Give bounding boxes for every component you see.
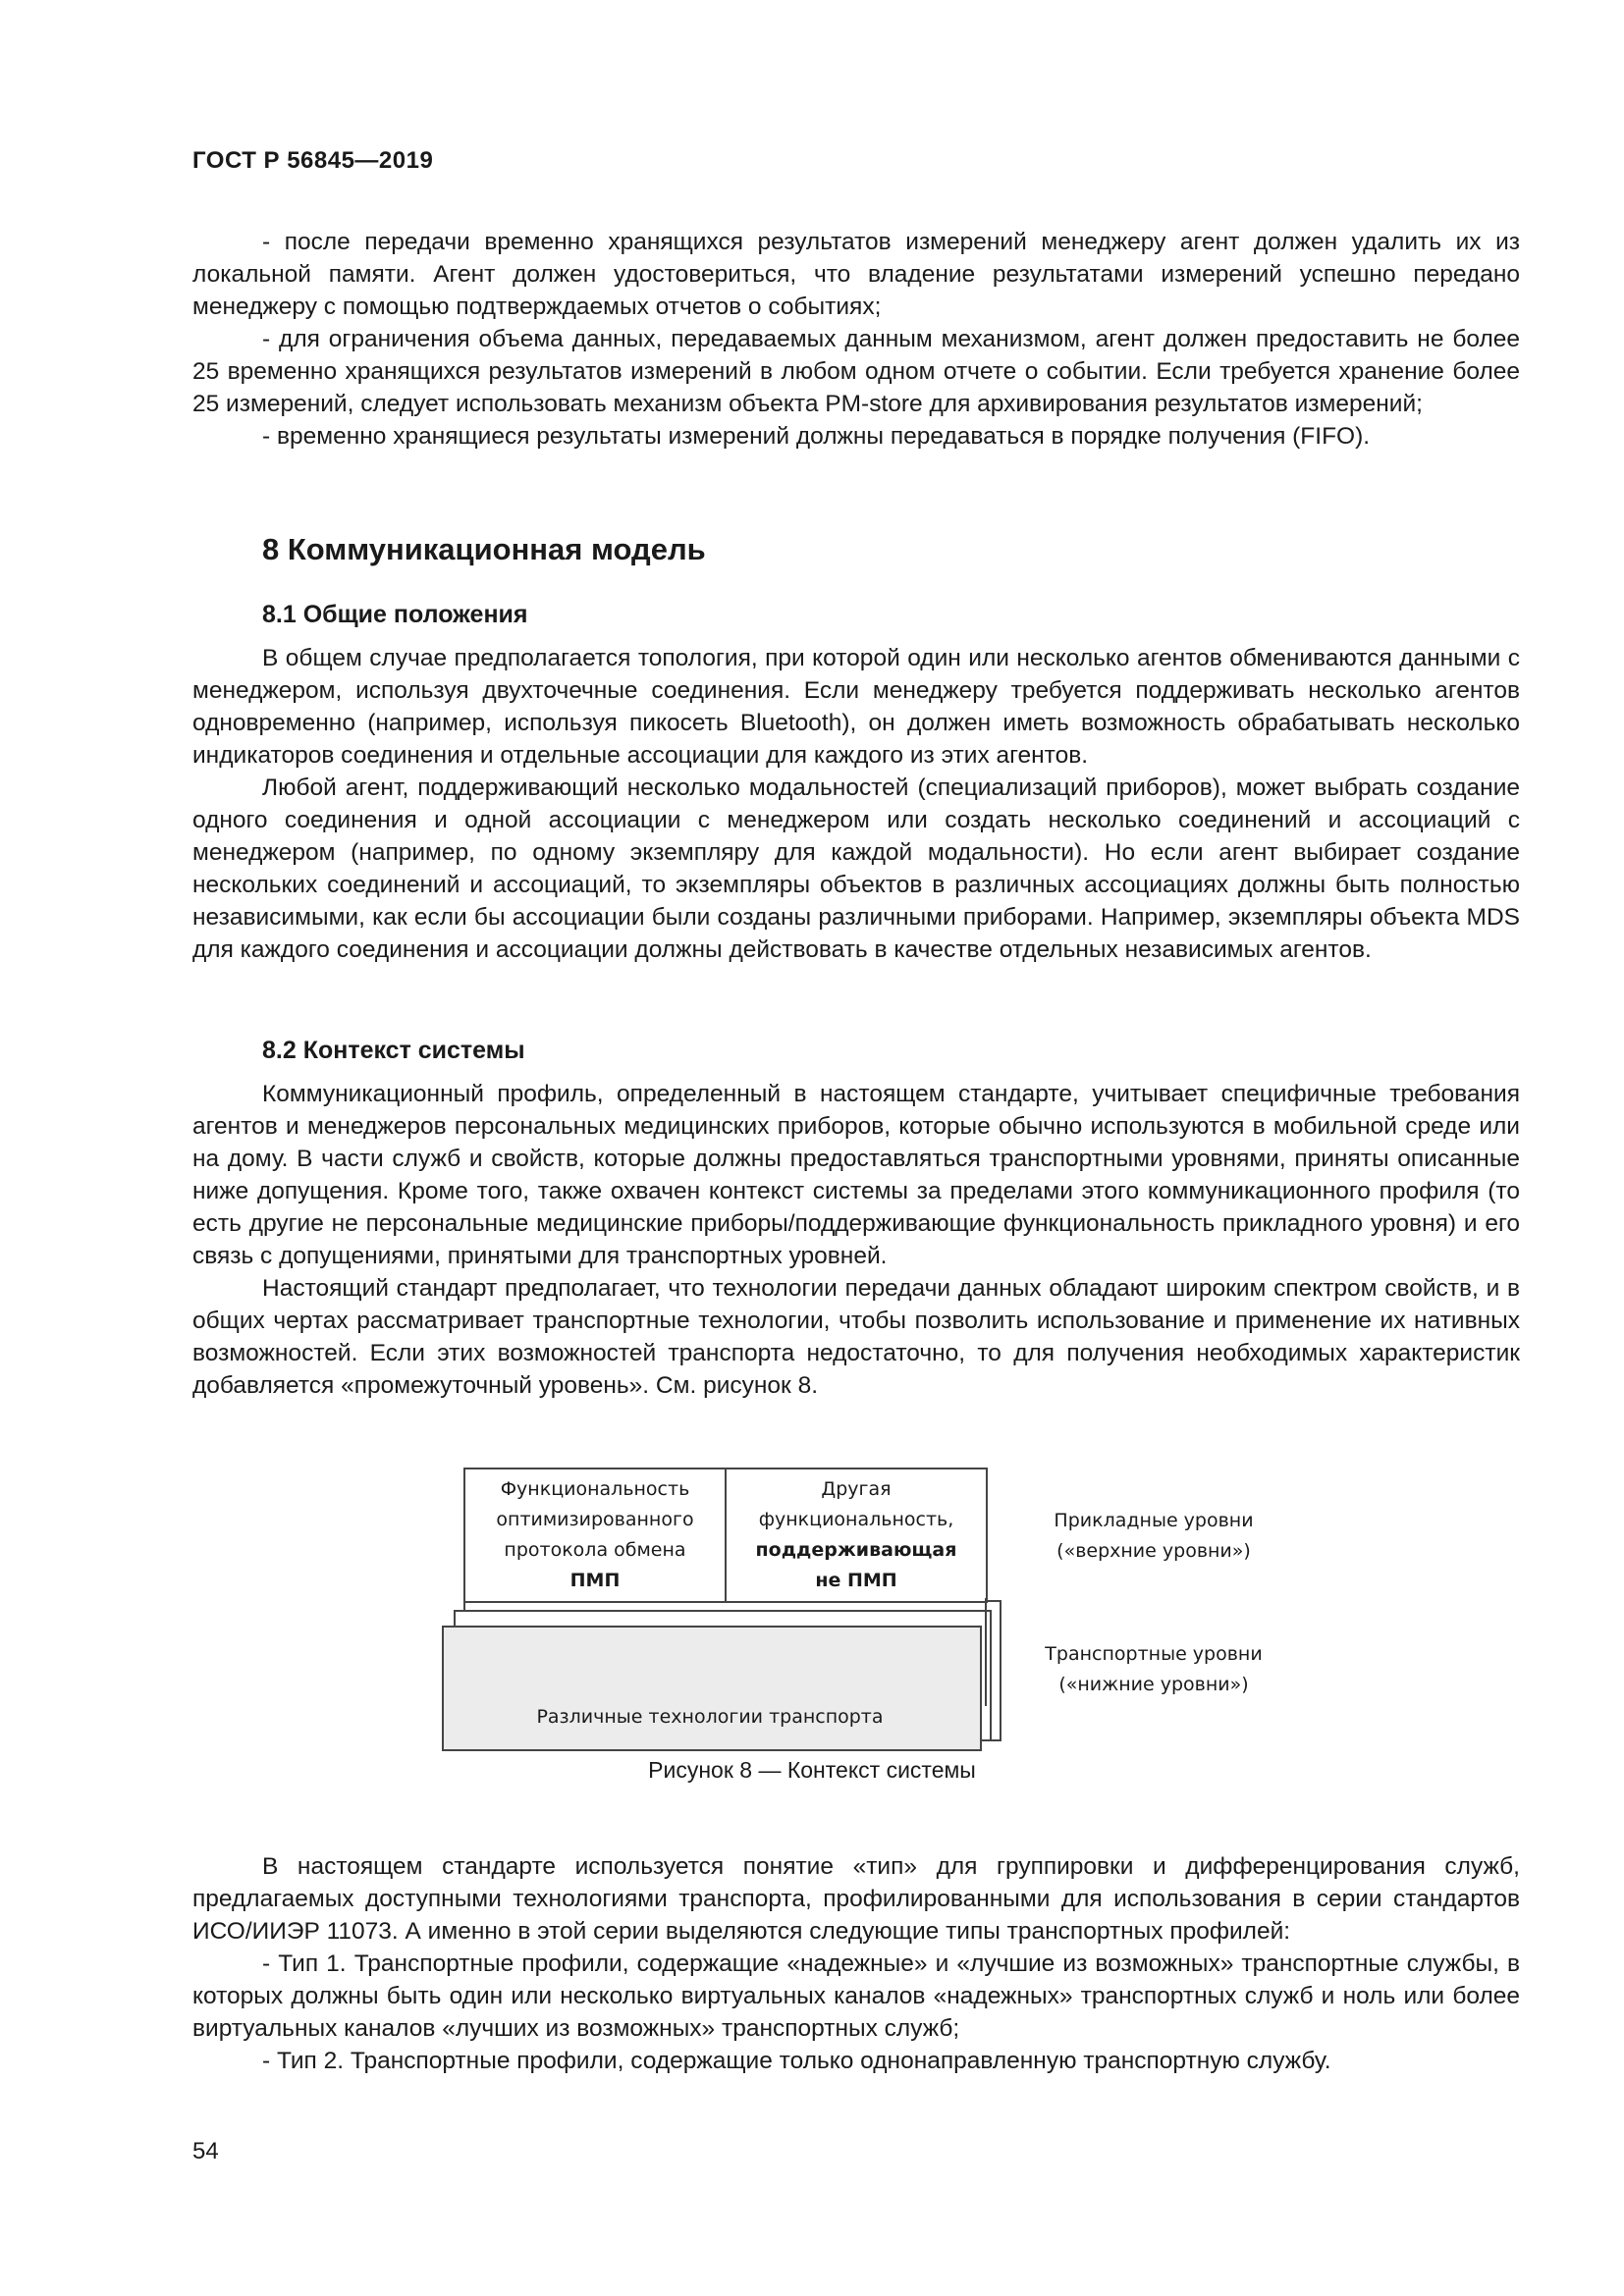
application-layers-label <box>1011 1506 1296 1567</box>
box-text: функциональность, <box>758 1509 954 1530</box>
box-text: протокола обмена <box>504 1539 686 1561</box>
paragraph: - Тип 2. Транспортные профили, содержащие только однонаправленную транспортную службу. <box>262 2048 1331 2074</box>
text-block-types <box>192 1850 1520 2077</box>
paragraph: - после передачи временно хранящихся результатов измерений менеджеру агент должен удалить их из локальной памяти. Агент должен удостовериться, что владение результатами измерений успешно передано менеджеру с помощью подтверждаемых отчетов о событиях; <box>192 229 1520 320</box>
paragraph: - для ограничения объема данных, передаваемых данным механизмом, агент должен предоставить не более 25 временно хранящихся результатов измерений в любом одном отчете о событии. Если требуется хранение более 25 измерений, следует использовать механизм объекта PM-store для архивирования результатов измерений; <box>192 326 1520 417</box>
transport-layer-box <box>442 1626 982 1751</box>
box-text: оптимизированного <box>496 1509 694 1530</box>
page-number: 54 <box>192 2138 219 2164</box>
text-block-8-1 <box>192 642 1520 966</box>
label-line: Транспортные уровни <box>1045 1643 1263 1665</box>
paragraph: - Тип 1. Транспортные профили, содержащие «надежные» и «лучшие из возможных» транспортные службы, в которых должны быть один или несколько виртуальных каналов «надежных» транспортных служб и ноль или более виртуальных каналов «лучших из возможных» транспортных служб; <box>192 1950 1520 2042</box>
transport-layers-bracket <box>985 1598 995 1706</box>
paragraph: Коммуникационный профиль, определенный в настоящем стандарте, учитывает специфичные требования агентов и менеджеров персональных медицинских приборов, которые обычно используются в мобильной среде или на дому. В части служб и свойств, которые должны предоставляться транспортными уровнями, приняты описанные ниже допущения. Кроме того, также охвачен контекст системы за пределами этого коммуникационного профиля (то есть другие не персональные медицинские приборы/поддерживающие функциональность прикладного уровня) и его связь с допущениями, принятыми для транспортных уровней. <box>192 1081 1520 1269</box>
non-phd-box <box>725 1468 988 1603</box>
text-block-8-2 <box>192 1078 1520 1402</box>
box-text: не ПМП <box>815 1570 897 1591</box>
paragraph: - временно хранящиеся результаты измерений должны передаваться в порядке получения (FIFO). <box>262 423 1371 450</box>
paragraph: В настоящем стандарте используется понятие «тип» для группировки и дифференцирования служб, предлагаемых доступными технологиями транспорта, профилированными для использования в серии стандартов ИСО/ИИЭР 11073. А именно в этой серии выделяются следующие типы транспортных профилей: <box>192 1853 1520 1945</box>
box-text: Функциональность <box>500 1478 690 1500</box>
text-block-intro <box>192 226 1520 453</box>
section-heading: 8 Коммуникационная модель <box>262 532 706 566</box>
paragraph: Настоящий стандарт предполагает, что технологии передачи данных обладают широким спектром свойств, и в общих чертах рассматривает транспортные технологии, чтобы позволить использование и применение их нативных возможностей. Если этих возможностей транспорта недостаточно, то для получения необходимых характеристик добавляется «промежуточный уровень». См. рисунок 8. <box>192 1275 1520 1399</box>
paragraph: Любой агент, поддерживающий несколько модальностей (специализаций приборов), может выбрать создание одного соединения и одной ассоциации с менеджером или создать несколько соединений и ассоциаций с менеджером (например, по одному экземпляру для каждой модальности). Но если агент выбирает создание нескольких соединений и ассоциаций, то экземпляры объектов в различных ассоциациях должны быть полностью независимыми, как если бы ассоциации были созданы различными приборами. Например, экземпляры объекта MDS для каждого соединения и ассоциации должны действовать в качестве отдельных независимых агентов. <box>192 774 1520 963</box>
subsection-heading: 8.1 Общие положения <box>262 601 528 628</box>
label-line: Прикладные уровни <box>1054 1510 1254 1531</box>
transport-layers-label <box>1011 1639 1296 1700</box>
box-text: поддерживающая <box>755 1539 957 1561</box>
subsection-heading: 8.2 Контекст системы <box>262 1037 525 1064</box>
label-line: («верхние уровни») <box>1056 1540 1251 1562</box>
box-text: Другая <box>821 1478 892 1500</box>
document-header: ГОСТ Р 56845—2019 <box>192 147 434 174</box>
box-text: ПМП <box>569 1570 621 1591</box>
figure-caption: Рисунок 8 — Контекст системы <box>648 1757 976 1783</box>
paragraph: В общем случае предполагается топология, при которой один или несколько агентов обмениваются данными с менеджером, используя двухточечные соединения. Если менеджеру требуется поддерживать несколько агентов одновременно (например, используя пикосеть Bluetooth), он должен иметь возможность обрабатывать несколько индикаторов соединения и отдельные ассоциации для каждого из этих агентов. <box>192 645 1520 769</box>
transport-layer-label: Различные технологии транспорта <box>536 1706 884 1728</box>
phd-protocol-box <box>463 1468 727 1603</box>
label-line: («нижние уровни») <box>1058 1674 1249 1695</box>
